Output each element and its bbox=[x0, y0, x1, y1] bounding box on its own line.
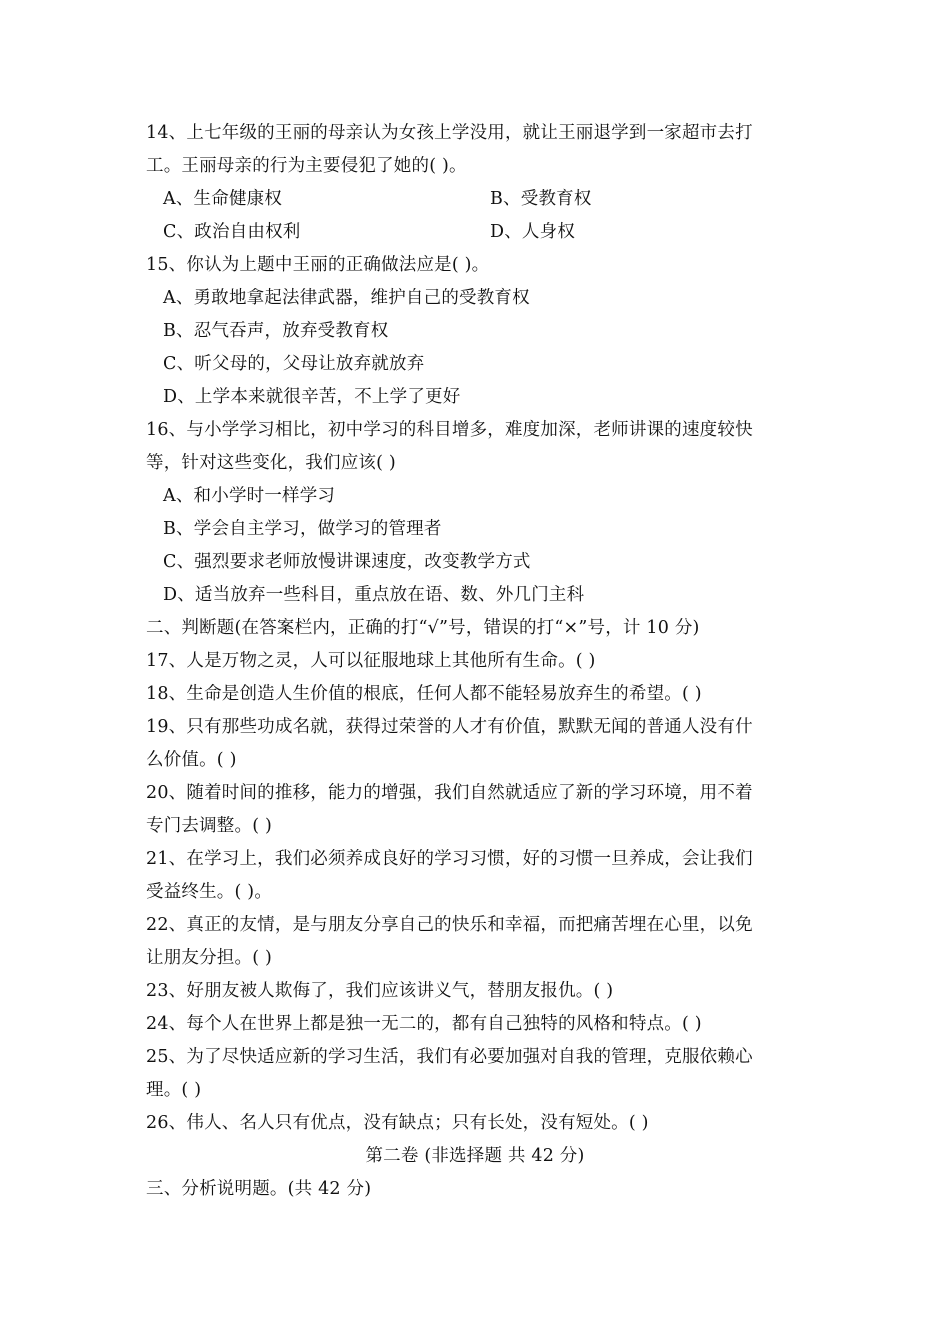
question-15-option-c: C、听父母的，父母让放弃就放弃 bbox=[163, 354, 425, 374]
question-16-option-c: C、强烈要求老师放慢讲课速度，改变教学方式 bbox=[163, 552, 531, 572]
question-14-option-d: D、人身权 bbox=[490, 222, 576, 242]
question-25-line-2: 理。( ) bbox=[146, 1080, 202, 1100]
question-21-line-1: 21、在学习上，我们必须养成良好的学习习惯，好的习惯一旦养成，会让我们 bbox=[146, 849, 753, 869]
question-15-option-d: D、上学本来就很辛苦，不上学了更好 bbox=[163, 387, 461, 407]
question-24: 24、每个人在世界上都是独一无二的，都有自己独特的风格和特点。( ) bbox=[146, 1014, 702, 1034]
question-26: 26、伟人、名人只有优点，没有缺点；只有长处，没有短处。( ) bbox=[146, 1113, 649, 1133]
section-2-heading: 二、判断题(在答案栏内，正确的打“√”号，错误的打“×”号，计 10 分) bbox=[146, 618, 700, 638]
question-15-line-1: 15、你认为上题中王丽的正确做法应是( )。 bbox=[146, 255, 490, 275]
question-21-line-2: 受益终生。( )。 bbox=[146, 882, 273, 902]
question-18: 18、生命是创造人生价值的根底，任何人都不能轻易放弃生的希望。( ) bbox=[146, 684, 702, 704]
question-22-line-2: 让朋友分担。( ) bbox=[146, 948, 273, 968]
question-19-line-1: 19、只有那些功成名就，获得过荣誉的人才有价值，默默无闻的普通人没有什 bbox=[146, 717, 753, 737]
section-3-heading: 三、分析说明题。(共 42 分) bbox=[146, 1179, 372, 1199]
question-20-line-1: 20、随着时间的推移，能力的增强，我们自然就适应了新的学习环境，用不着 bbox=[146, 783, 753, 803]
question-22-line-1: 22、真正的友情，是与朋友分享自己的快乐和幸福，而把痛苦埋在心里，以免 bbox=[146, 915, 753, 935]
question-14-option-b: B、受教育权 bbox=[490, 189, 592, 209]
question-19-line-2: 么价值。( ) bbox=[146, 750, 237, 770]
question-16-line-2: 等，针对这些变化，我们应该( ) bbox=[146, 453, 396, 473]
question-14-option-c: C、政治自由权利 bbox=[163, 222, 301, 242]
part-2-title: 第二卷 (非选择题 共 42 分) bbox=[365, 1146, 585, 1166]
question-14-line-1: 14、上七年级的王丽的母亲认为女孩上学没用，就让王丽退学到一家超市去打 bbox=[146, 123, 753, 143]
question-16-option-a: A、和小学时一样学习 bbox=[163, 486, 336, 506]
question-15-option-b: B、忍气吞声，放弃受教育权 bbox=[163, 321, 389, 341]
question-14-option-a: A、生命健康权 bbox=[163, 189, 283, 209]
question-23: 23、好朋友被人欺侮了，我们应该讲义气，替朋友报仇。( ) bbox=[146, 981, 614, 1001]
question-14-line-2: 工。王丽母亲的行为主要侵犯了她的( )。 bbox=[146, 156, 467, 176]
question-16-option-d: D、适当放弃一些科目，重点放在语、数、外几门主科 bbox=[163, 585, 585, 605]
question-16-option-b: B、学会自主学习，做学习的管理者 bbox=[163, 519, 442, 539]
question-16-line-1: 16、与小学学习相比，初中学习的科目增多，难度加深，老师讲课的速度较快 bbox=[146, 420, 753, 440]
question-25-line-1: 25、为了尽快适应新的学习生活，我们有必要加强对自我的管理，克服依赖心 bbox=[146, 1047, 753, 1067]
question-20-line-2: 专门去调整。( ) bbox=[146, 816, 273, 836]
question-15-option-a: A、勇敢地拿起法律武器，维护自己的受教育权 bbox=[163, 288, 530, 308]
question-17: 17、人是万物之灵，人可以征服地球上其他所有生命。( ) bbox=[146, 651, 596, 671]
